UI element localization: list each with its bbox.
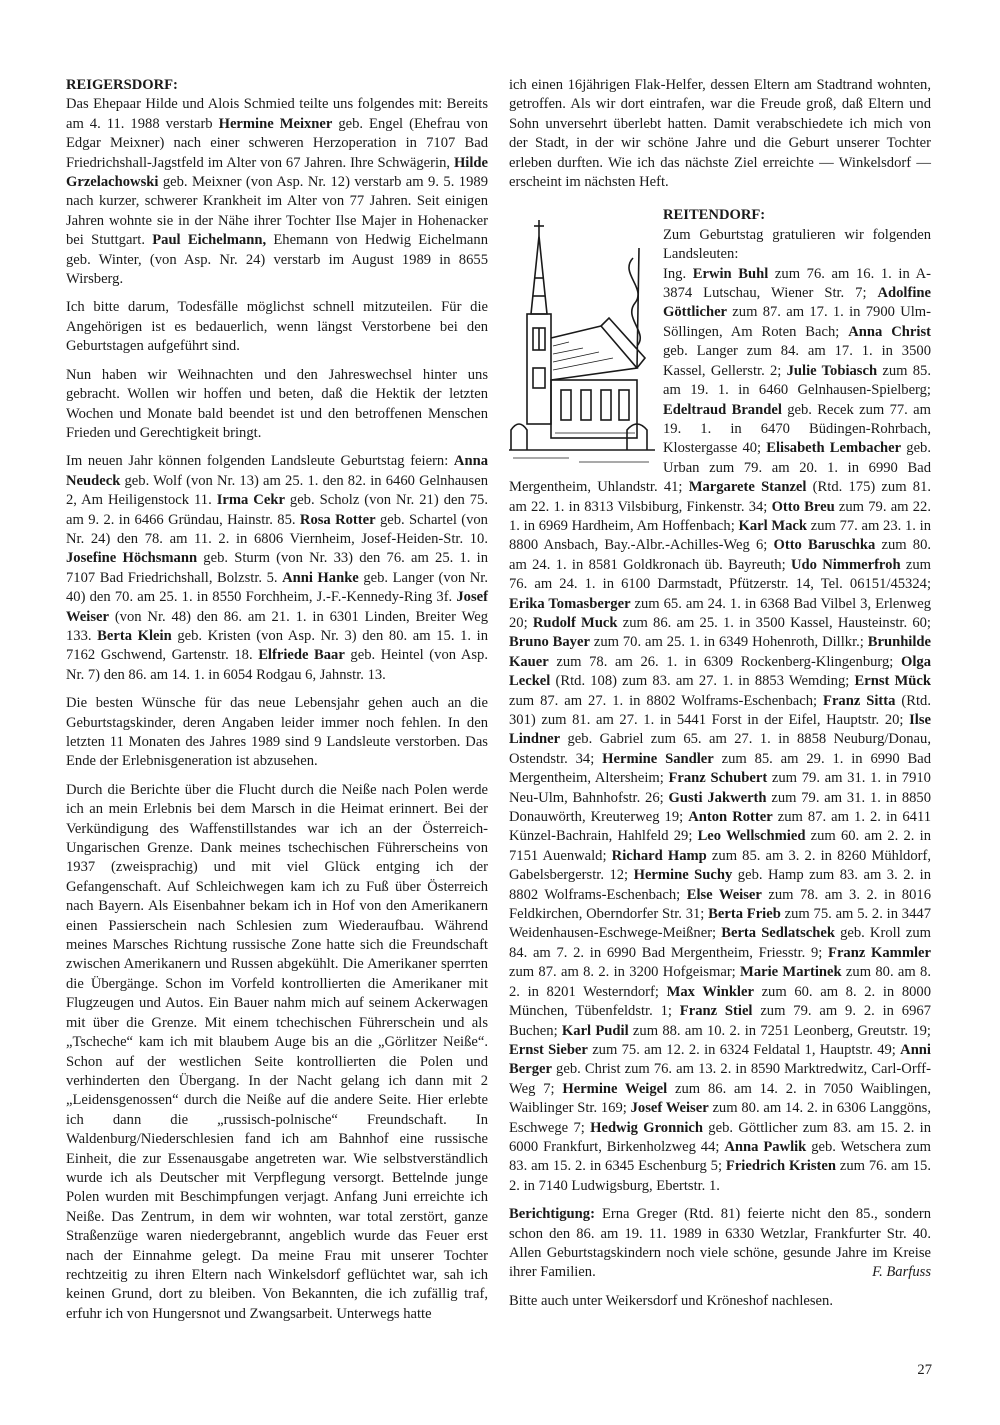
church-illustration	[509, 218, 655, 468]
person-name: Elisabeth Lembacher	[766, 440, 902, 457]
page-number: 27	[917, 1362, 932, 1378]
person-name: Berta Frieb	[708, 906, 781, 923]
person-name: Hedwig Gronnich	[590, 1119, 703, 1136]
person-name: Erika Tomasberger	[509, 595, 631, 612]
person-name: Else Weiser	[686, 886, 762, 903]
birthday-paragraph: Im neuen Jahr können folgenden Landsleute Geburtstag feiern: Anna Neudeck geb. Wolf (von Nr. 13) am 25. 1. den 82. in 6460 Gelnhausen 2, Am Heiligenstock 11. Irma Cekr geb. Scholz (von Nr. 21) den 75. am 9. 2. in 6466 Gründau, Hainstr. 85. Rosa Rotter geb. Schartel (von Nr. 24) den 78. am 11. 2. in 6806 Viernheim, Josef-Heiden-Str. 10. Josefine Höchsmann geb. Sturm (von Nr. 33) den 76. am 25. 1. in 7107 Bad Friedrichshall, Bolzstr. 5. Anni Hanke geb. Langer (von Nr. 40) den 70. am 25. 1. in 8550 Forchheim, J.-F.-Kennedy-Ring 3f. Josef Weiser (von Nr. 48) den 86. am 21. 1. in 6301 Linden, Breiter Weg 133. Berta Klein geb. Kristen (von Asp. Nr. 3) den 80. am 15. 1. in 7162 Gschwend, Gartenstr. 18. Elfriede Baar geb. Heintel (von Asp. Nr. 7) den 86. am 14. 1. in 6054 Rodgau 6, Jahnstr. 13.	[66, 453, 489, 683]
person-name: Erwin Buhl	[692, 265, 769, 282]
reitendorf-birthday-list: Ing. Erwin Buhl zum 76. am 16. 1. in A-3874 Lutschau, Wiener Str. 7; Adolfine Göttlicher zum 87. am 17. 1. in 7900 Ulm-Söllingen, Am Roten Bach; Anna Christ geb. Langer zum 84. am 17. 1. in 3500 Kassel, Gellerstr. 2; Julie Tobiasch zum 85. am 19. 1. in 6460 Gelnhausen-Spielberg; Edeltraud Brandel geb. Recek zum 77. am 19. 1. in 6470 Büdingen-Rohrbach, Klostergasse 40; Elisabeth Lembacher geb. Urban zum 79. am 20. 1. in 6990 Bad Mergentheim, Uhlandstr. 41; Margarete Stanzel (Rtd. 175) zum 81. am 22. 1. in 8313 Vilsbiburg, Finkenstr. 34; Otto Breu zum 79. am 22. 1. in 6969 Hardheim, Am Hoffenbach; Karl Mack zum 77. am 23. 1. in 8800 Ansbach, Bay.-Albr.-Achilles-Weg 6; Otto Baruschka zum 80. am 24. 1. in 8581 Goldkronach üb. Bayreuth; Udo Nimmerfroh zum 76. am 24. 1. in 6100 Darmstadt, Pfützerstr. 14, Tel. 06151/45324; Erika Tomasberger zum 65. am 24. 1. in 6368 Bad Vilbel 3, Erlenweg 20; Rudolf Muck zum 86. am 25. 1. in 3500 Kassel, Hausteinstr. 60; Bruno Bayer zum 70. am 25. 1. in 6349 Hohenroth, Dillkr.; Brunhilde Kauer zum 78. am 26. 1. in 6309 Rockenberg-Klingenburg; Olga Leckel (Rtd. 108) zum 83. am 27. 1. in 8853 Wemding; Ernst Mück zum 87. am 27. 1. in 8802 Wolframs-Eschenbach; Franz Sitta (Rtd. 301) zum 81. am 27. 1. in 5441 Forst in der Eifel, Hauptstr. 20; Ilse Lindner geb. Gabriel zum 65. am 27. 1. in 8858 Neuburg/Donau, Ostendstr. 34; Hermine Sandler zum 85. am 29. 1. in 6990 Bad Mergentheim, Altersheim; Franz Schubert zum 79. am 31. 1. in 7910 Neu-Ulm, Bahnhofstr. 26; Gusti Jakwerth zum 79. am 31. 1. in 8850 Donauwörth, Kreuterweg 19; Anton Rotter zum 87. am 1. 2. in 6411 Künzel-Bachrain, Hahlfeld 29; Leo Wellschmied zum 60. am 2. 2. in 7151 Auenwald; Richard Hamp zum 85. am 3. 2. in 8260 Mühldorf, Gabelsbergerstr. 12; Hermine Suchy geb. Hamp zum 83. am 3. 2. in 8802 Wolframs-Eschenbach; Else Weiser zum 78. am 3. 2. in 8016 Feldkirchen, Oberndorfer Str. 31; Berta Frieb zum 75. am 5. 2. in 3447 Weidenhausen-Eschwege-Meißner; Berta Sedlatschek geb. Kroll zum 84. am 7. 2. in 6990 Bad Mergentheim, Friesstr. 9; Franz Kammler zum 87. am 8. 2. in 3200 Hofgeismar; Marie Martinek zum 80. am 8. 2. in 8201 Westerndorf; Max Winkler zum 60. am 8. 2. in 8000 München, Tübenfeldstr. 1; Franz Stiel zum 79. am 9. 2. in 6967 Buchen; Karl Pudil zum 88. am 10. 2. in 7251 Leonberg, Greutstr. 19; Ernst Sieber zum 75. am 12. 2. in 6324 Feldatal 1, Hauptstr. 49; Anni Berger geb. Christ zum 76. am 13. 2. in 8590 Marktredwitz, Carl-Orff-Weg 7; Hermine Weigel zum 86. am 14. 2. in 7050 Waiblingen, Waiblinger Str. 169; Josef Weiser zum 80. am 14. 2. in 6306 Langgöns, Eschwege 7; Hedwig Gronnich geb. Göttlicher zum 83. am 15. 2. in 6000 Frankfurt, Birkenholzweg 44; Anna Pawlik geb. Wetschera zum 83. am 15. 2. in 6345 Eschenburg 5; Friedrich Kristen zum 76. am 15. 2. in 7140 Ludwigsburg, Ebertstr. 1.	[509, 265, 932, 1194]
person-name: Udo Nimmerfroh	[790, 556, 901, 573]
person-name: Ernst Mück	[854, 673, 932, 690]
person-name: Hermine Suchy	[633, 867, 733, 884]
person-name: Berta Sedlatschek	[721, 925, 835, 942]
person-name: Ilse Lindner	[509, 712, 931, 748]
flight-report-paragraph: Durch die Berichte über die Flucht durch die Neiße nach Polen werde ich an mein Erlebnis bei dem Marsch in die Heimat erinnert. Bei der Verkündigung des Waffenstillstandes war ich an der Österreich-Ungarischen Grenze. Dank meines tschechischen Führerscheins von 1937 (zweisprachig) und mit viel Glück entging ich der Gefangenschaft. Auf Schleichwegen kam ich zu Fuß über Österreich nach Bayern. Als Eisenbahner bekam ich in Hof von den Amerikanern einen Passierschein nach Schlesien zum Wiederaufbau. Während meines Marsches Richtung russische Zone hatte sich die Freundschaft zwischen Amerikanern und Russen abgekühlt. Die Amerikaner sperrten die Übergänge. Schon im Vorfeld kontrollierten die Amerikaner mit Flugzeugen und Autos. Ein Bauer nahm mich auf seinem Ackerwagen mit über die Grenze. Mit einem tchechischen Führerschein und als „Tscheche“ kam ich mit blaubem Auge bis an die „Görlitzer Neiße“. Schon auf der westlichen Seite kontrollierten die Polen und verhinderten den Übergang. In der Nacht gelang ich dann mit 2 „Leidensgenossen“ durch die Neiße auf die andere Seite. Hier erlebte ich dann die „russisch-polnische“ Freundschaft. In Waldenburg/Niederschlesien fand ich am Bahnhof eine russische Einheit, die zur Essenausgabe angetreten war. Wie selbstverständlich wurde ich als Deutscher mit Verpflegung versorgt. Bettelnde junge Polen wurden mit Beschimpfungen verjagt. Anfang Juni erreichte ich Neiße. Das Zentrum, in dem wir wohnten, war total zerstört, ganze Straßenzüge waren niedergebrannt, angeblich wurde das Feuer erst nach der Einnahme gelegt. Da meine Frau mit unserer Tochter rechtzeitig zu ihren Eltern nach Winkelsdorf geflüchtet war, sah ich keinen Grund, dort zu bleiben. Von Bekannten, die ich zufällig traf, erfuhr ich von Hungersnot und Zwangsarbeit. Unterwegs hatte	[66, 781, 488, 1322]
person-name: Franz Stiel	[679, 1003, 753, 1020]
person-name: Karl Pudil	[561, 1022, 629, 1039]
person-name: Berichtigung:	[509, 1206, 595, 1223]
reitendorf-heading: REITENDORF:	[663, 207, 766, 224]
person-name: Karl Mack	[738, 517, 808, 534]
person-name: Anni Berger	[509, 1041, 931, 1078]
person-name: Hermine Meixner	[218, 115, 333, 132]
person-name: Hilde Grzelachowski	[66, 154, 488, 191]
person-name: Josefine Höchsmann	[66, 550, 198, 567]
reigersdorf-heading: REIGERSDORF:	[66, 77, 178, 93]
person-name: Olga Leckel	[509, 653, 931, 690]
person-name: Richard Hamp	[611, 847, 707, 864]
person-name: Hermine Weigel	[562, 1080, 668, 1097]
person-name: Ernst Sieber	[509, 1041, 588, 1058]
person-name: Rudolf Muck	[532, 614, 618, 631]
right-column	[509, 76, 931, 1320]
person-name: Anna Pawlik	[724, 1138, 807, 1155]
person-name: Irma Cekr	[216, 492, 285, 509]
reigersdorf-obituaries: Das Ehepaar Hilde und Alois Schmied teilte uns folgendes mit: Bereits am 4. 11. 1988 verstarb Hermine Meixner geb. Engel (Ehefrau von Edgar Meixner) nach einer schweren Herzoperation in 7107 Bad Friedrichshall-Jagstfeld im Alter von 67 Jahren. Ihre Schwägerin, Hilde Grzelachowski geb. Meixner (von Asp. Nr. 12) verstarb am 9. 5. 1989 nach kurzer, schwerer Krankheit im Alter von 77 Jahren. Seit einigen Jahren wohnte sie in der Nähe ihrer Tochter Ilse Majer in Hohenacker bei Stuttgart. Paul Eichelmann, Ehemann von Hedwig Eichelmann geb. Winter, (von Asp. Nr. 24) verstarb im August 1989 in 8655 Wirsberg.	[66, 96, 489, 288]
person-name: Julie Tobiasch	[786, 362, 878, 379]
wishes-paragraph: Die besten Wünsche für das neue Lebensjahr gehen auch an die Geburtstagskinder, deren Angaben leider immer noch fehlen. In den letzten 11 Monaten des Jahres 1989 sind 9 Landsleute verstorben. Das Ende der Erlebnisgeneration ist abzusehen.	[66, 695, 488, 770]
person-name: Anton Rotter	[688, 809, 773, 826]
person-name: Hermine Sandler	[602, 750, 714, 767]
person-name: Anni Hanke	[282, 569, 359, 586]
person-name: Max Winkler	[666, 983, 754, 1000]
person-name: Friedrich Kristen	[725, 1158, 836, 1175]
person-name: Josef Weiser	[630, 1100, 709, 1117]
person-name: Franz Kammler	[828, 944, 931, 961]
person-name: Anna Neudeck	[66, 453, 488, 489]
person-name: Otto Baruschka	[773, 537, 876, 554]
person-name: Berta Klein	[97, 627, 172, 644]
correction-paragraph: Berichtigung: Erna Greger (Rtd. 81) feierte nicht den 85., sondern schon den 86. am 19. 11. 1989 in 6330 Wetzlar, Frankfurter Str. 40. Allen Geburtstagskindern noch viele schöne, gesunde Jahre im Kreise ihrer Familien. F. Barfuss	[509, 1205, 931, 1283]
author-signature: F. Barfuss	[872, 1264, 931, 1281]
person-name: Paul Eichelmann,	[152, 232, 267, 249]
person-name: Franz Sitta	[823, 692, 896, 709]
person-name: Marie Martinek	[740, 964, 842, 981]
new-year-paragraph: Nun haben wir Weihnachten und den Jahreswechsel hinter uns gebracht. Wollen wir hoffen und beten, daß die Hektik der letzten Wochen und Monate bald beendet ist und den betroffenen Menschen Frieden und Gerechtigkeit bringt.	[66, 366, 488, 441]
cross-reference-note: Bitte auch unter Weikersdorf und Kröneshof nachlesen.	[509, 1292, 833, 1309]
left-column	[66, 76, 488, 1333]
person-name: Anna Christ	[848, 323, 931, 340]
person-name: Leo Wellschmied	[697, 828, 806, 845]
person-name: Bruno Bayer	[509, 634, 590, 651]
request-paragraph: Ich bitte darum, Todesfälle möglichst schnell mitzuteilen. Für die Angehörigen ist es bedauerlich, wenn längst Verstorbene bei den Geburtstagen aufgeführt sind.	[66, 299, 488, 355]
person-name: Margarete Stanzel	[688, 479, 807, 496]
person-name: Franz Schubert	[668, 770, 768, 787]
person-name: Otto Breu	[771, 498, 835, 515]
person-name: Rosa Rotter	[299, 511, 376, 528]
person-name: Brunhilde Kauer	[509, 634, 932, 670]
person-name: Gusti Jakwerth	[668, 789, 767, 806]
reitendorf-intro: Zum Geburtstag gratulieren wir folgenden Landsleuten:	[663, 226, 931, 263]
person-name: Josef Weiser	[66, 589, 488, 625]
person-name: Edeltraud Brandel	[663, 401, 782, 418]
flight-report-continued: ich einen 16jährigen Flak-Helfer, dessen Eltern am Stadtrand wohnten, getroffen. Als wir dort eintrafen, war die Freude groß, daß Eltern und Sohn unversehrt überlebt hatten. Damit verabschiedete ich mich von der Stadt, in der wir schöne Jahre und die Geburt unserer Tochter erleben durften. Wie ich das nächste Ziel erreichte — Winkelsdorf — erscheint im nächsten Heft.	[509, 77, 931, 191]
person-name: Elfriede Baar	[258, 647, 345, 664]
person-name: Adolfine Göttlicher	[663, 285, 931, 321]
